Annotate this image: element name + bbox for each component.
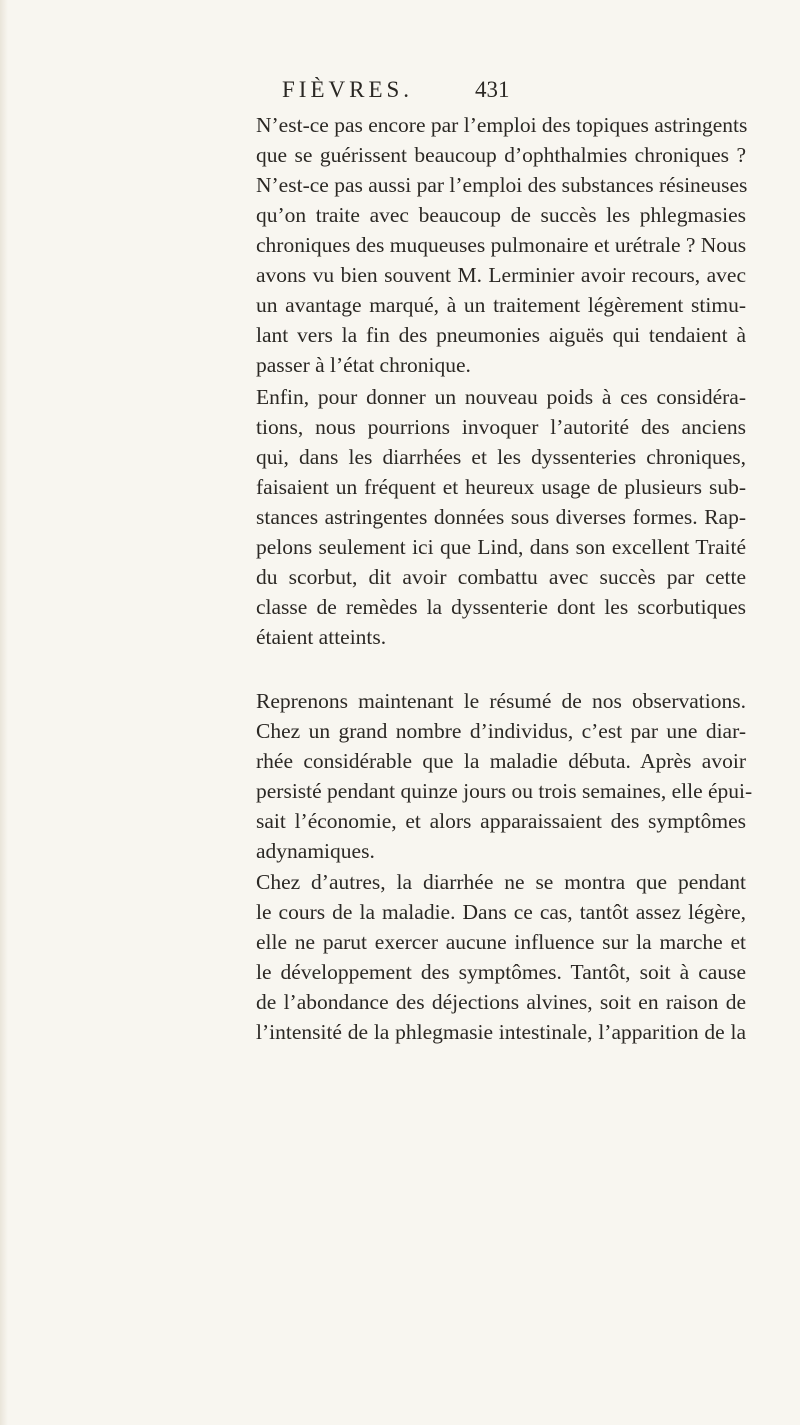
page-number: 431 [475, 77, 510, 102]
text-line: stances astringentes données sous diverses formes. Rap- [256, 505, 746, 529]
running-title: FIÈVRES. [282, 77, 414, 102]
text-line: passer à l’état chronique. [256, 353, 471, 377]
text-line: N’est-ce pas aussi par l’emploi des substances résineuses [256, 173, 748, 197]
text-line: rhée considérable que la maladie débuta. Après avoir [256, 749, 746, 773]
text-line: le développement des symptômes. Tantôt, soit à cause [256, 960, 746, 984]
text-line: qui, dans les diarrhées et les dyssenteries chroniques, [256, 445, 746, 469]
text-line: Chez d’autres, la diarrhée ne se montra que pendant [256, 870, 746, 894]
text-line: N’est-ce pas encore par l’emploi des topiques astringents [256, 113, 748, 137]
text-line: tions, nous pourrions invoquer l’autorité des anciens [256, 415, 746, 439]
text-line: qu’on traite avec beaucoup de succès les phlegmasies [256, 203, 746, 227]
text-line: l’intensité de la phlegmasie intestinale, l’apparition de la [256, 1020, 746, 1044]
text-line: sait l’économie, et alors apparaissaient des symptômes [256, 809, 746, 833]
text-line: lant vers la fin des pneumonies aiguës qui tendaient à [256, 323, 746, 347]
text-line: un avantage marqué, à un traitement légèrement stimu- [256, 293, 746, 317]
text-line: classe de remèdes la dyssenterie dont les scorbutiques [256, 595, 746, 619]
text-line: de l’abondance des déjections alvines, soit en raison de [256, 990, 746, 1014]
text-line: Enfin, pour donner un nouveau poids à ces considéra- [256, 385, 746, 409]
text-line: avons vu bien souvent M. Lerminier avoir recours, avec [256, 263, 746, 287]
text-line: étaient atteints. [256, 625, 387, 649]
text-line: du scorbut, dit avoir combattu avec succès par cette [256, 565, 746, 589]
text-line: pelons seulement ici que Lind, dans son excellent Traité [256, 535, 746, 559]
text-line: Reprenons maintenant le résumé de nos observations. [256, 689, 746, 713]
page-gutter-shadow [0, 0, 8, 1425]
text-line: persisté pendant quinze jours ou trois semaines, elle épui- [256, 779, 753, 803]
text-line: faisaient un fréquent et heureux usage de plusieurs sub- [256, 475, 746, 499]
text-line: Chez un grand nombre d’individus, c’est par une diar- [256, 719, 746, 743]
text-line: elle ne parut exercer aucune influence sur la marche et [256, 930, 746, 954]
text-line: adynamiques. [256, 839, 375, 863]
text-line: le cours de la maladie. Dans ce cas, tantôt assez légère, [256, 900, 746, 924]
text-line: chroniques des muqueuses pulmonaire et urétrale ? Nous [256, 233, 747, 257]
page-header [255, 77, 545, 111]
text-line: que se guérissent beaucoup d’ophthalmies chroniques ? [256, 143, 746, 167]
